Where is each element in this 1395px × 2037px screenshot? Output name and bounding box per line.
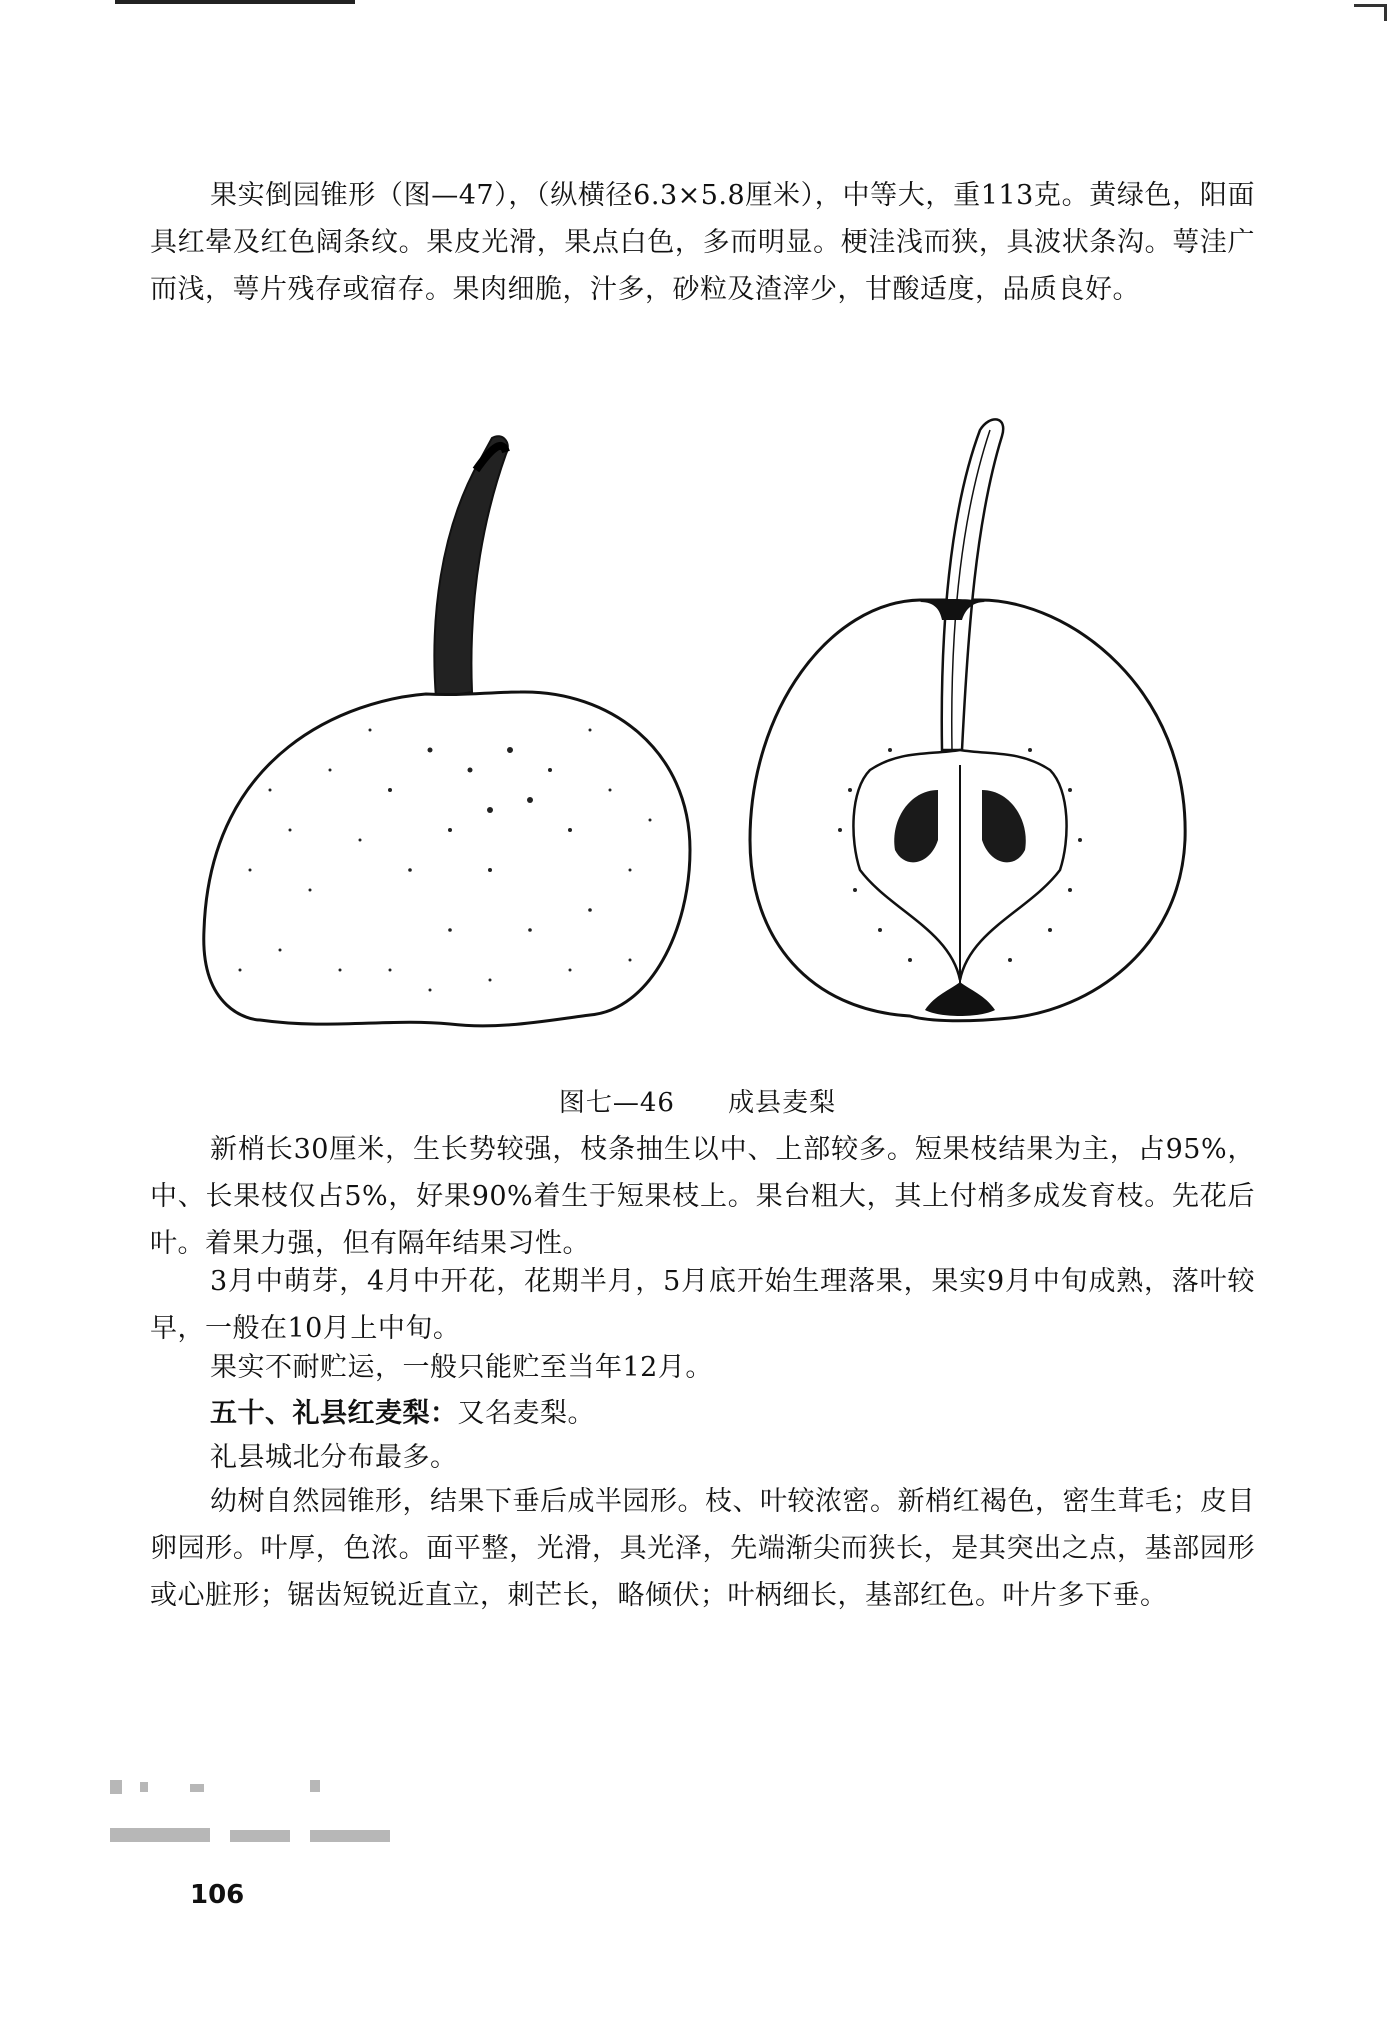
paragraph-fruit-description: 果实倒园锥形（图—47），（纵横径6.3×5.8厘米），中等大，重113克。黄绿色，阳面具红晕及红色阔条纹。果皮光滑，果点白色，多而明显。梗洼浅而狭，具波状条沟。萼洼广而浅，萼片残存或宿存。果肉细脆，汁多，砂粒及渣滓少，甘酸适度，品质良好。 — [150, 180, 1255, 305]
paragraph-variety-heading — [150, 1390, 1255, 1437]
faded-text-smudge — [110, 1770, 1220, 1850]
pear-illustration — [190, 370, 1240, 1050]
paragraph-distribution: 礼县城北分布最多。 — [210, 1442, 458, 1473]
paragraph-growth-habit: 新梢长30厘米，生长势较强，枝条抽生以中、上部较多。短果枝结果为主，占95%，中、长果枝仅占5%，好果90%着生于短果枝上。果台粗大，其上付梢多成发育枝。先花后叶。着果力强，但有隔年结果习性。 — [150, 1134, 1255, 1259]
figure-caption — [0, 1082, 1395, 1119]
variety-alias: 又名麦梨。 — [457, 1398, 595, 1429]
figure-title: 成县麦梨 — [728, 1088, 837, 1118]
figure-number: 图七—46 — [558, 1088, 675, 1118]
scan-edge-line — [115, 0, 355, 4]
paragraph-storage: 果实不耐贮运，一般只能贮至当年12月。 — [210, 1352, 713, 1383]
paragraph-phenology: 3月中萌芽，4月中开花，花期半月，5月底开始生理落果，果实9月中旬成熟，落叶较早，一般在10月上中旬。 — [150, 1266, 1255, 1344]
whole-pear-drawing — [204, 436, 690, 1026]
pear-cross-section-drawing — [750, 419, 1185, 1020]
page-number: 106 — [190, 1880, 245, 1910]
scan-corner-mark — [1354, 4, 1387, 21]
paragraph-tree-description: 幼树自然园锥形，结果下垂后成半园形。枝、叶较浓密。新梢红褐色，密生茸毛；皮目卵园形。叶厚，色浓。面平整，光滑，具光泽，先端渐尖而狭长，是其突出之点，基部园形或心脏形；锯齿短锐近直立，刺芒长，略倾伏；叶柄细长，基部红色。叶片多下垂。 — [150, 1486, 1255, 1611]
variety-title: 五十、礼县红麦梨： — [210, 1398, 458, 1429]
